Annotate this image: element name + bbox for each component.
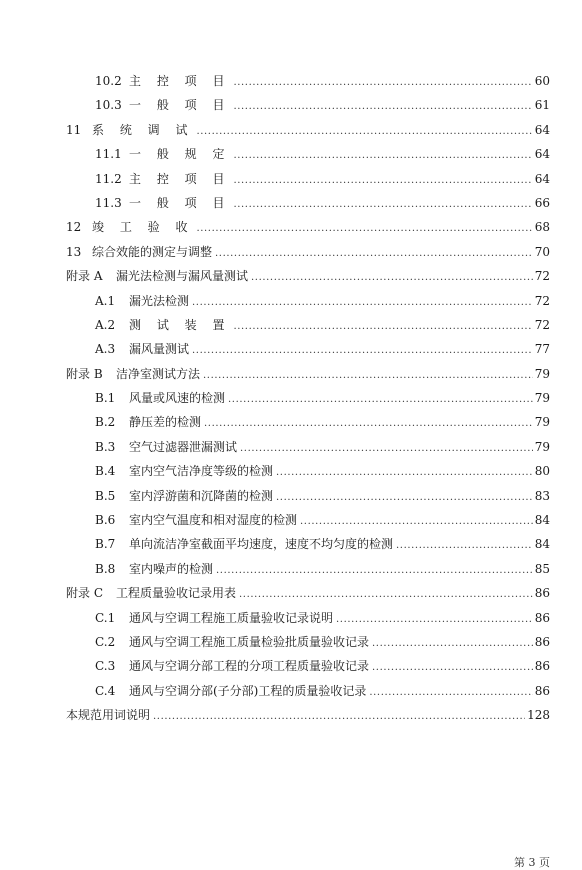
toc-entry-number: B.2	[95, 415, 116, 430]
toc-entry-page: 64	[534, 147, 550, 162]
toc-entry-title: 漏风量测试	[129, 342, 190, 357]
toc-entry[interactable]	[66, 703, 550, 727]
dot-leader	[369, 681, 532, 705]
toc-entry-number: B.6	[95, 513, 116, 528]
toc-entry[interactable]	[66, 435, 550, 459]
toc-entry[interactable]	[66, 142, 550, 166]
toc-entry-number: C.1	[95, 610, 116, 625]
toc-entry-number: A.2	[95, 317, 116, 332]
toc-entry-number: B.4	[95, 464, 116, 479]
toc-entry-page: 86	[534, 683, 550, 698]
table-of-contents	[66, 69, 550, 728]
toc-entry-page: 68	[534, 220, 550, 235]
toc-entry[interactable]	[66, 264, 550, 288]
toc-entry[interactable]	[66, 557, 550, 581]
toc-entry-number: A.3	[95, 342, 116, 357]
toc-entry-page: 72	[534, 269, 550, 284]
toc-entry-title: 风量或风速的检测	[129, 391, 226, 406]
toc-entry[interactable]	[66, 606, 550, 630]
dot-leader	[233, 193, 532, 217]
toc-entry-number: 附录 B	[66, 366, 103, 381]
dot-leader	[300, 510, 533, 534]
toc-entry-number: 11.1	[95, 147, 122, 162]
toc-entry-page: 86	[534, 634, 550, 649]
toc-entry-number: 10.3	[95, 98, 122, 113]
toc-entry-page: 72	[534, 317, 550, 332]
toc-entry-number: C.3	[95, 659, 116, 674]
dot-leader	[204, 412, 533, 436]
toc-entry-number: B.7	[95, 537, 116, 552]
toc-entry-title: 室内浮游菌和沉降菌的检测	[129, 488, 274, 503]
toc-entry-title: 通风与空调工程施工质量检验批质量验收记录	[129, 634, 370, 649]
dot-leader	[196, 120, 532, 144]
toc-entry-number: 附录 C	[66, 586, 103, 601]
toc-entry-number: B.1	[95, 391, 116, 406]
dot-leader	[233, 169, 532, 193]
toc-entry-page: 64	[534, 122, 550, 137]
toc-entry[interactable]	[66, 581, 550, 605]
toc-entry-title: 室内空气洁净度等级的检测	[129, 464, 274, 479]
toc-entry-title: 单向流洁净室截面平均速度，速度不均匀度的检测	[129, 537, 394, 552]
toc-entry[interactable]	[66, 630, 550, 654]
dot-leader	[276, 461, 533, 485]
toc-entry-page: 72	[534, 293, 550, 308]
toc-entry-page: 79	[534, 415, 550, 430]
toc-entry[interactable]	[66, 679, 550, 703]
toc-entry-title: 一 般 规 定	[129, 147, 231, 162]
toc-entry-number: 10.2	[95, 74, 122, 88]
toc-entry-title: 综合效能的测定与调整	[92, 244, 213, 259]
toc-entry-title: 系 统 调 试	[92, 122, 194, 137]
toc-entry[interactable]	[66, 337, 550, 361]
toc-entry-title: 竣 工 验 收	[92, 220, 194, 235]
toc-entry[interactable]	[66, 93, 550, 117]
dot-leader	[233, 315, 532, 339]
toc-entry-number: C.4	[95, 683, 116, 698]
toc-entry[interactable]	[66, 167, 550, 191]
toc-entry-title: 工程质量验收记录用表	[116, 586, 237, 601]
toc-entry-page: 128	[527, 708, 550, 723]
toc-entry-number: 11.3	[95, 195, 122, 210]
toc-entry-title: 室内空气温度和相对湿度的检测	[129, 513, 298, 528]
toc-entry[interactable]	[66, 191, 550, 215]
toc-entry-title: 一 般 项 目	[129, 98, 231, 113]
toc-entry[interactable]	[66, 69, 550, 93]
toc-entry-number: B.3	[95, 439, 116, 454]
dot-leader	[192, 339, 533, 363]
toc-entry-number: 附录 A	[66, 269, 103, 284]
dot-leader	[196, 217, 532, 241]
toc-entry[interactable]	[66, 118, 550, 142]
toc-entry-title: 主 控 项 目	[129, 74, 231, 88]
dot-leader	[228, 388, 533, 412]
toc-entry-title: 主 控 项 目	[129, 171, 231, 186]
dot-leader	[396, 534, 533, 558]
toc-entry-page: 61	[534, 98, 550, 113]
toc-entry-number: C.2	[95, 634, 116, 649]
toc-entry-number: 11	[66, 122, 82, 137]
toc-entry-page: 83	[534, 488, 550, 503]
toc-entry-page: 79	[534, 439, 550, 454]
toc-entry-title: 洁净室测试方法	[116, 366, 201, 381]
dot-leader	[233, 95, 532, 119]
dot-leader	[233, 144, 532, 168]
dot-leader	[240, 437, 533, 461]
dot-leader	[276, 486, 533, 510]
toc-entry-page: 70	[534, 244, 550, 259]
toc-entry-page: 77	[534, 342, 550, 357]
toc-entry-page: 84	[534, 537, 550, 552]
toc-entry[interactable]	[66, 215, 550, 239]
dot-leader	[336, 608, 533, 632]
toc-entry[interactable]	[66, 410, 550, 434]
dot-leader	[372, 656, 533, 680]
toc-entry[interactable]	[66, 313, 550, 337]
toc-entry-page: 80	[534, 464, 550, 479]
toc-entry-title: 静压差的检测	[129, 415, 202, 430]
dot-leader	[192, 291, 533, 315]
toc-entry[interactable]	[66, 386, 550, 410]
toc-entry[interactable]	[66, 362, 550, 386]
dot-leader	[203, 364, 533, 388]
dot-leader	[239, 583, 533, 607]
toc-entry-title: 通风与空调分部(子分部)工程的质量验收记录	[129, 683, 367, 698]
toc-entry-page: 86	[534, 610, 550, 625]
toc-entry-number: 11.2	[95, 171, 122, 186]
toc-entry-page: 79	[534, 391, 550, 406]
toc-entry[interactable]	[66, 654, 550, 678]
toc-entry-page: 79	[534, 366, 550, 381]
dot-leader	[153, 705, 525, 729]
toc-entry[interactable]	[66, 459, 550, 483]
toc-entry[interactable]	[66, 240, 550, 264]
dot-leader	[233, 71, 532, 95]
toc-entry-title: 空气过滤器泄漏测试	[129, 439, 238, 454]
toc-entry-page: 85	[534, 561, 550, 576]
toc-entry-title: 室内噪声的检测	[129, 561, 214, 576]
dot-leader	[216, 559, 533, 583]
toc-entry-title: 本规范用词说明	[66, 708, 151, 723]
toc-entry-title: 漏光法检测	[129, 293, 190, 308]
toc-entry-page: 84	[534, 513, 550, 528]
toc-entry-number: 12	[66, 220, 82, 235]
toc-entry[interactable]	[66, 289, 550, 313]
page-footer: 第 3 页	[514, 856, 550, 869]
toc-entry-title: 一 般 项 目	[129, 195, 231, 210]
dot-leader	[372, 632, 533, 656]
toc-entry-title: 通风与空调工程施工质量验收记录说明	[129, 610, 334, 625]
toc-entry-number: B.5	[95, 488, 116, 503]
dot-leader	[215, 242, 533, 266]
toc-entry-page: 60	[534, 74, 550, 88]
toc-entry-number: A.1	[95, 293, 116, 308]
toc-entry[interactable]	[66, 508, 550, 532]
toc-entry-page: 86	[534, 659, 550, 674]
toc-entry-number: B.8	[95, 561, 116, 576]
toc-entry[interactable]	[66, 532, 550, 556]
toc-entry-page: 66	[534, 195, 550, 210]
toc-entry-title: 通风与空调分部工程的分项工程质量验收记录	[129, 659, 370, 674]
toc-entry-title: 漏光法检测与漏风量测试	[116, 269, 249, 284]
toc-entry-page: 64	[534, 171, 550, 186]
dot-leader	[251, 266, 533, 290]
toc-entry[interactable]	[66, 484, 550, 508]
toc-entry-page: 86	[534, 586, 550, 601]
toc-entry-title: 测 试 装 置	[129, 317, 231, 332]
toc-entry-number: 13	[66, 244, 82, 259]
